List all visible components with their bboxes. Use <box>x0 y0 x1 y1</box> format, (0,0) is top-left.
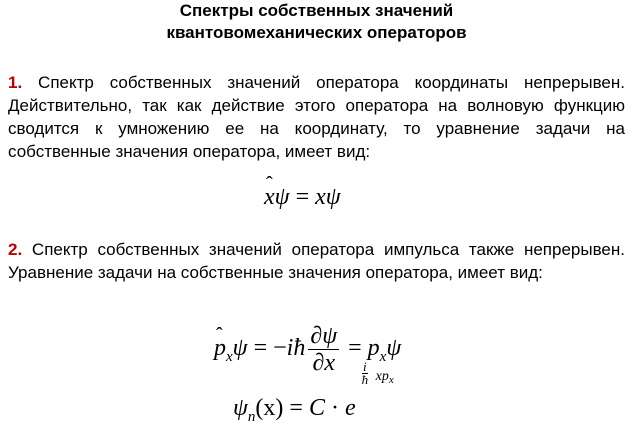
rhs-term: xψ <box>315 184 341 210</box>
partial-derivative-fraction <box>308 323 339 376</box>
section-1-paragraph <box>8 71 625 163</box>
argument: (x) <box>255 395 284 421</box>
psi-symbol: ψ <box>386 335 402 362</box>
exponent-base: e <box>344 395 356 421</box>
page-title-line1: Спектры собственных значений <box>179 1 454 20</box>
exponent-xp: xp <box>375 369 389 384</box>
psi-symbol: ψ <box>232 335 248 362</box>
wavefunction-equation <box>233 359 400 426</box>
section-1-number: 1. <box>8 73 23 92</box>
fraction-denominator: ∂x <box>312 350 335 376</box>
exponent-fraction <box>362 361 369 386</box>
psi-symbol: ψ <box>233 395 248 421</box>
equals-minus: = − <box>247 335 287 362</box>
x-operator: ˆ x <box>264 184 275 211</box>
psi-subscript: n <box>247 409 256 425</box>
section-2-number: 2. <box>8 240 23 259</box>
section-2-text: Спектр собственных значений оператора импульса также непрерывен. Уравнение задачи на собственные значения оператора, имеет вид: <box>8 240 625 282</box>
p-eigenvalue-subscript: x <box>379 349 387 366</box>
section-2-paragraph <box>8 238 625 284</box>
p-eigenvalue: p <box>367 335 380 362</box>
equals-sign: = <box>283 395 309 421</box>
exponent <box>356 359 400 415</box>
exponent-rest <box>376 369 394 386</box>
page-title-line2: квантовомеханических операторов <box>166 23 467 42</box>
p-operator-subscript: x <box>226 349 233 366</box>
i-hbar: iħ <box>286 335 306 362</box>
exponent-subscript: x <box>388 374 394 386</box>
psi-symbol: ψ <box>274 184 290 210</box>
p-operator: ˆ p <box>214 335 226 362</box>
coordinate-eigen-equation <box>264 184 341 211</box>
momentum-eigen-equation <box>214 323 401 376</box>
constant-c: C <box>308 395 325 421</box>
dot-operator: · <box>324 395 345 421</box>
fraction-numerator: ∂ψ <box>310 323 338 349</box>
equals-sign: = <box>342 335 368 362</box>
exponent-denominator: ħ <box>361 372 369 387</box>
section-1-text: Спектр собственных значений оператора координаты непрерывен. Действительно, так как действие этого оператора на волновую функцию сводится к умножению ее на координату, то уравнение задачи на собственные значения оператора, имеет вид: <box>8 73 625 161</box>
equals-sign: = <box>289 184 316 210</box>
exponent-numerator: i <box>363 359 367 374</box>
